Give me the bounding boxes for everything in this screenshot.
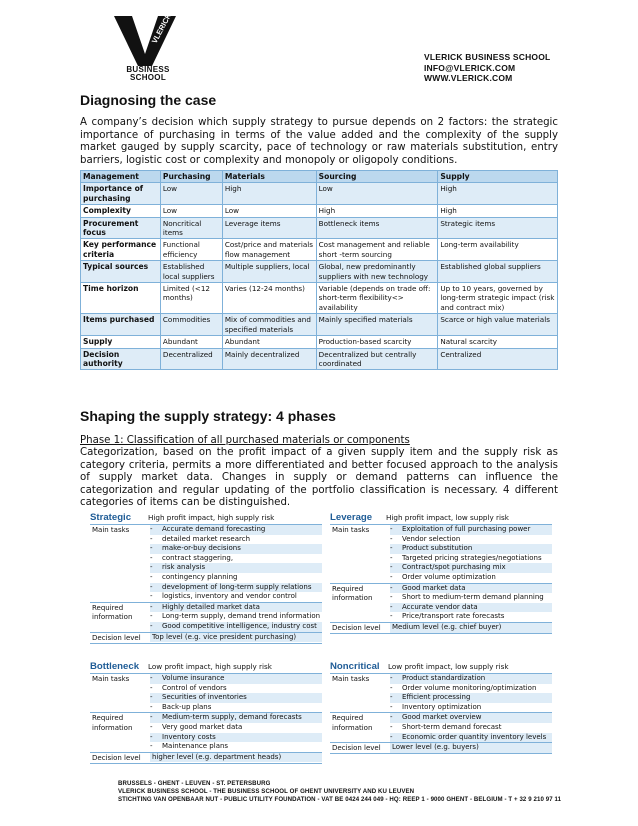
bottleneck-required-info (90, 712, 322, 751)
leverage-box (330, 512, 552, 642)
contact-website[interactable]: WWW.VLERICK.COM (424, 73, 513, 83)
section-label: Main tasks (92, 526, 130, 534)
list-item: - Order volume optimization (390, 572, 496, 581)
list-item: - Order volume monitoring/optimization (390, 683, 537, 692)
list-item: - Good market overview (390, 713, 552, 723)
table-header-cell: Management (81, 171, 161, 183)
table-row (81, 336, 558, 348)
table-cell: High (316, 205, 438, 217)
table-cell: High (438, 183, 558, 205)
table-row (81, 239, 558, 261)
noncritical-required-info (330, 712, 552, 742)
list-item: - Securities of inventories (150, 693, 322, 703)
list-item: - Long-term supply, demand trend information (150, 612, 321, 621)
section-title-shaping: Shaping the supply strategy: 4 phases (80, 408, 336, 424)
table-cell: Established global suppliers (438, 261, 558, 283)
table-cell: Decentralized (160, 348, 222, 370)
section-label: Decision level (332, 744, 381, 753)
list-item: - make-or-buy decisions (150, 544, 322, 554)
table-header-row (81, 171, 558, 183)
contact-email[interactable]: INFO@VLERICK.COM (424, 62, 516, 73)
contact-school: VLERICK BUSINESS SCHOOL (424, 52, 551, 62)
list-item: - Economic order quantity inventory levels (390, 733, 552, 743)
noncritical-box (330, 661, 552, 761)
table-cell: Abundant (222, 336, 316, 348)
table-cell: Decentralized but centrally coordinated (316, 348, 438, 370)
list-item: - Efficient processing (390, 693, 552, 703)
list-item: - Volume insurance (150, 674, 322, 684)
leverage-title: Leverage (330, 512, 373, 523)
table-row-header: Key performance criteria (81, 239, 161, 261)
logo-line: SCHOOL (129, 73, 167, 82)
list-item: - risk analysis (150, 563, 322, 573)
table-cell: Functional efficiency (160, 239, 222, 261)
section-title-diagnosing: Diagnosing the case (80, 92, 217, 108)
diagnosing-paragraph: A company’s decision which supply strategy to pursue depends on 2 factors: the strategic importance of purchasing in terms of the value added and the complexity of the supply market gauged by supply scarcity, pace of technology or raw materials substitution, entry barriers, logistic cost or complexity and monopoly or oligopoly conditions. (80, 117, 558, 166)
list-item: higher level (e.g. department heads) (150, 753, 322, 763)
section-label: Required information (92, 603, 133, 621)
noncritical-subtitle: Low profit impact, low supply risk (388, 662, 509, 671)
table-header-cell: Supply (438, 171, 558, 183)
table-row-header: Complexity (81, 205, 161, 217)
list-item: Medium level (e.g. chief buyer) (390, 623, 552, 633)
list-item: - Targeted pricing strategies/negotiations (390, 553, 542, 562)
section-label: Main tasks (92, 675, 130, 683)
table-row-header: Time horizon (81, 283, 161, 314)
table-cell: Strategic items (438, 217, 558, 239)
task-list (388, 674, 552, 712)
list-item: - Accurate demand forecasting (150, 525, 322, 535)
table-header-cell: Purchasing (160, 171, 222, 183)
logo-v-mark (112, 14, 178, 68)
list-item: - Product substitution (390, 544, 552, 554)
list-item: - Contract/spot purchasing mix (390, 563, 552, 573)
list-item: - logistics, inventory and vendor control (150, 592, 297, 601)
strategic-title: Strategic (90, 512, 132, 523)
table-cell: Low (316, 183, 438, 205)
section-label: Required information (332, 584, 373, 602)
table-cell: Long-term availability (438, 239, 558, 261)
table-row (81, 183, 558, 205)
list-item: - Product standardization (390, 674, 552, 684)
list-item: - Short-term demand forecast (390, 722, 502, 731)
list-item: - Good competitive intelligence, industry cost (150, 622, 322, 632)
page-footer (118, 780, 561, 804)
list-item: - Accurate vendor data (390, 603, 552, 613)
noncritical-title: Noncritical (330, 661, 380, 672)
table-cell: Low (160, 205, 222, 217)
list-item: - detailed market research (150, 534, 250, 543)
phase-paragraph: Categorization, based on the profit impact of a given supply item and the supply risk as category criteria, permits a more differentiated and better focused approach to the analysis of supply market data. Changes in supply or demand patterns can influence the categorization and regular updating of the portfolio classification is necessary. 4 different categories of items can be distinguished. (80, 447, 558, 509)
table-cell: High (438, 205, 558, 217)
table-row (81, 261, 558, 283)
leverage-main-tasks (330, 524, 552, 583)
strategic-subtitle: High profit impact, high supply risk (148, 513, 275, 522)
bottleneck-title: Bottleneck (90, 661, 140, 672)
noncritical-body (330, 673, 552, 754)
task-list (388, 525, 552, 583)
table-header-cell: Materials (222, 171, 316, 183)
table-row (81, 348, 558, 370)
table-row-header: Decision authority (81, 348, 161, 370)
table-cell: Bottleneck items (316, 217, 438, 239)
list-item: - Control of vendors (150, 683, 227, 692)
table-cell: Low (222, 205, 316, 217)
phase-heading: Phase 1: Classification of all purchased materials or components (80, 435, 410, 446)
section-label: Required information (332, 714, 373, 732)
list-item: - Good market data (390, 584, 552, 594)
footer-line: STICHTING VAN OPENBAAR NUT - PUBLIC UTILITY FOUNDATION - VAT BE 0424 244 049 - HQ: REEP 1 - 9000 GHENT - BELGIUM - T + 32 9 210 97 11 (118, 796, 562, 803)
list-item: - Vendor selection (390, 534, 461, 543)
logo-line: BUSINESS (126, 65, 170, 74)
table-cell: Established local suppliers (160, 261, 222, 283)
table-cell: Scarce or high value materials (438, 314, 558, 336)
table-row-header: Supply (81, 336, 161, 348)
info-list (148, 603, 322, 632)
footer-line: VLERICK BUSINESS SCHOOL - THE BUSINESS SCHOOL OF GHENT UNIVERSITY AND KU LEUVEN (118, 788, 415, 795)
logo-word: VLERICK (149, 14, 174, 45)
table-row (81, 283, 558, 314)
list-item: - Exploitation of full purchasing power (390, 525, 552, 535)
task-list (148, 525, 322, 602)
logo-caption (120, 66, 176, 82)
strategic-main-tasks (90, 524, 322, 602)
table-cell: Mix of commodities and specified materials (222, 314, 316, 336)
strategic-body (90, 524, 322, 644)
supply-strategy-table (80, 170, 558, 370)
list-item: - development of long-term supply relations (150, 583, 322, 593)
table-row (81, 314, 558, 336)
info-list (388, 713, 552, 742)
table-row (81, 205, 558, 217)
level-list (388, 743, 552, 753)
section-label: Decision level (332, 623, 381, 632)
bottleneck-decision-level (90, 752, 322, 764)
list-item: - Maintenance plans (150, 742, 229, 751)
table-row-header: Procurement focus (81, 217, 161, 239)
section-label: Decision level (92, 633, 141, 642)
list-item: - contract staggering, (150, 553, 234, 562)
table-cell: Noncritical items (160, 217, 222, 239)
list-item: - contingency planning (150, 572, 238, 581)
table-cell: Mainly specified materials (316, 314, 438, 336)
list-item: - Back-up plans (150, 702, 212, 711)
table-cell: Global, new predominantly suppliers with new technology (316, 261, 438, 283)
table-cell: Cost management and reliable short -term sourcing (316, 239, 438, 261)
table-cell: Up to 10 years, governed by long-term strategic impact (risk and contract mix) (438, 283, 558, 314)
bottleneck-main-tasks (90, 673, 322, 712)
section-label: Main tasks (332, 526, 370, 534)
leverage-body (330, 524, 552, 634)
list-item: - Inventory optimization (390, 702, 482, 711)
level-list (148, 633, 322, 643)
table-cell: Varies (12-24 months) (222, 283, 316, 314)
table-cell: Mainly decentralized (222, 348, 316, 370)
task-list (148, 674, 322, 712)
table-cell: Production-based scarcity (316, 336, 438, 348)
table-cell: Natural scarcity (438, 336, 558, 348)
list-item: - Short to medium-term demand planning (390, 593, 544, 602)
list-item: - Medium-term supply, demand forecasts (150, 713, 322, 723)
table-header-cell: Sourcing (316, 171, 438, 183)
info-list (388, 584, 552, 622)
contact-block (424, 52, 550, 84)
table-row-header: Typical sources (81, 261, 161, 283)
list-item: - Very good market data (150, 722, 243, 731)
noncritical-decision-level (330, 742, 552, 754)
strategic-required-info (90, 602, 322, 632)
bottleneck-subtitle: Low profit impact, high supply risk (148, 662, 272, 671)
leverage-decision-level (330, 622, 552, 634)
table-row-header: Items purchased (81, 314, 161, 336)
list-item: Top level (e.g. vice president purchasing) (150, 633, 322, 643)
list-item: - Inventory costs (150, 733, 322, 743)
bottleneck-body (90, 673, 322, 764)
table-cell: Multiple suppliers, local (222, 261, 316, 283)
section-label: Required information (92, 714, 133, 732)
list-item: Lower level (e.g. buyers) (390, 743, 552, 753)
section-label: Decision level (92, 753, 141, 762)
table-row-header: Importance of purchasing (81, 183, 161, 205)
table-cell: Commodities (160, 314, 222, 336)
table-cell: Variable (depends on trade off: short-term flexibility<> availability (316, 283, 438, 314)
strategic-decision-level (90, 632, 322, 644)
level-list (388, 623, 552, 633)
list-item: - Price/transport rate forecasts (390, 612, 505, 621)
table-cell: Abundant (160, 336, 222, 348)
leverage-required-info (330, 583, 552, 622)
info-list (148, 713, 322, 751)
list-item: - Highly detailed market data (150, 603, 322, 613)
footer-line: BRUSSELS - GHENT - LEUVEN - ST. PETERSBURG (118, 780, 271, 787)
leverage-subtitle: High profit impact, low supply risk (386, 513, 509, 522)
section-label: Main tasks (332, 675, 370, 683)
bottleneck-box (90, 661, 322, 769)
table-cell: Centralized (438, 348, 558, 370)
table-cell: Leverage items (222, 217, 316, 239)
table-cell: Low (160, 183, 222, 205)
table-cell: Cost/price and materials flow management (222, 239, 316, 261)
strategic-box (90, 512, 322, 652)
table-cell: High (222, 183, 316, 205)
table-cell: Limited (<12 months) (160, 283, 222, 314)
level-list (148, 753, 322, 763)
table-row (81, 217, 558, 239)
noncritical-main-tasks (330, 673, 552, 712)
